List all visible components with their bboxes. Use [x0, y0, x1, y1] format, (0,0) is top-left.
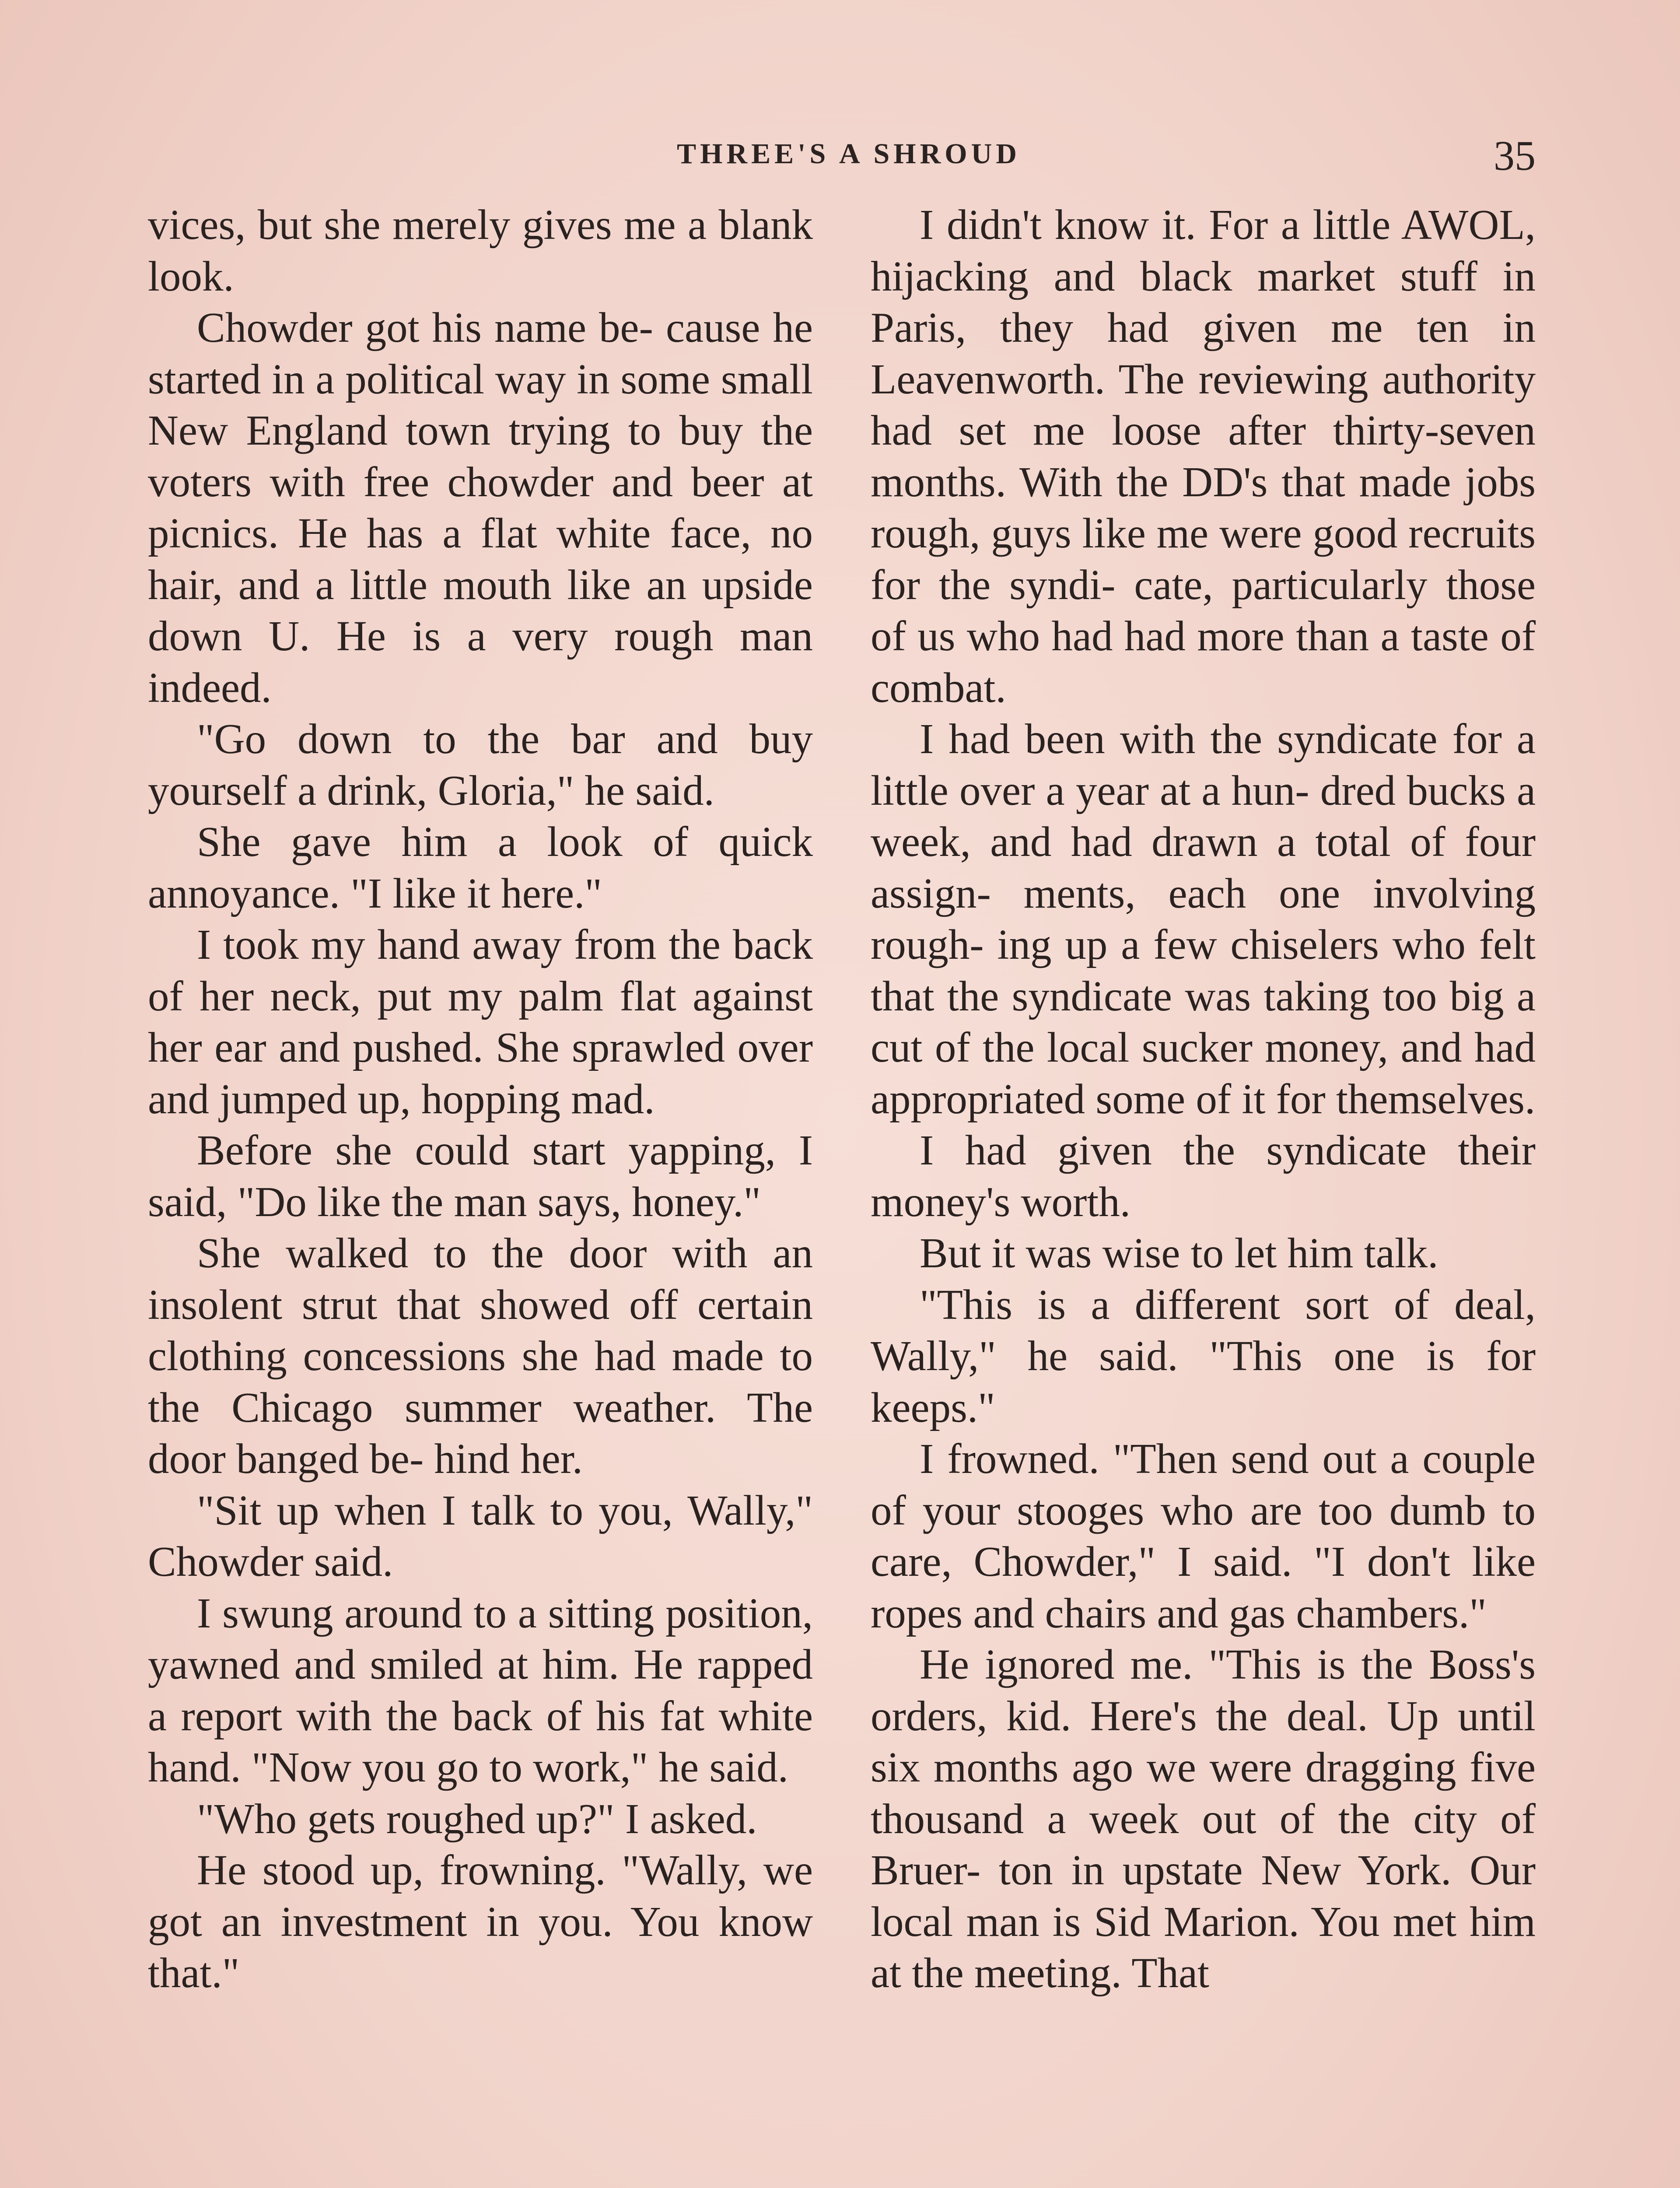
- paragraph: Before she could start yapping, I said, "Do like the man says, honey.": [148, 1127, 813, 1225]
- paragraph: "Go down to the bar and buy yourself a drink, Gloria," he said.: [148, 715, 813, 814]
- paragraph: Chowder got his name be- cause he started in a political way in some small New England town trying to buy the voters with free chowder and beer at picnics. He has a flat white face, no hair, and a little mouth like an upside down U. He is a very rough man indeed.: [148, 304, 813, 711]
- running-title: THREE'S A SHROUD: [677, 138, 1021, 170]
- running-head: [0, 131, 1680, 179]
- paragraph: He stood up, frowning. "Wally, we got an investment in you. You know that.": [148, 1847, 813, 1996]
- paragraph: "This is a different sort of deal, Wally," he said. "This one is for keeps.": [871, 1281, 1536, 1431]
- paragraph: vices, but she merely gives me a blank look.: [148, 201, 813, 300]
- paragraph: I took my hand away from the back of her neck, put my palm flat against her ear and pushed. She sprawled over and jumped up, hopping mad.: [148, 921, 813, 1122]
- paragraph: I had been with the syndicate for a little over a year at a hun- dred bucks a week, and had drawn a total of four assign- ments, each one involving rough- ing up a few chiselers who felt that the syndicate was taking too big a cut of the local sucker money, and had appropriated some of it for themselves.: [871, 715, 1536, 1122]
- right-column: [871, 199, 1536, 1999]
- paragraph: "Sit up when I talk to you, Wally," Chowder said.: [148, 1487, 813, 1585]
- paragraph: "Who gets roughed up?" I asked.: [197, 1795, 757, 1842]
- paragraph: I didn't know it. For a little AWOL, hijacking and black market stuff in Paris, they had given me ten in Leavenworth. The reviewing authority had set me loose after thirty-seven months. With the DD's that made jobs rough, guys like me were good recruits for the syndi- cate, particularly those of us who had had more than a taste of combat.: [871, 201, 1536, 711]
- paragraph: I had given the syndicate their money's worth.: [871, 1127, 1536, 1225]
- paragraph: She gave him a look of quick annoyance. "I like it here.": [148, 818, 813, 917]
- page-number: 35: [1494, 132, 1536, 179]
- left-column: [148, 199, 813, 1999]
- paragraph: He ignored me. "This is the Boss's orders, kid. Here's the deal. Up until six months ago we were dragging five thousand a week out of the city of Bruer- ton in upstate New York. Our local man is Sid Marion. You met him at the meeting. That: [871, 1641, 1536, 1996]
- paragraph: She walked to the door with an insolent strut that showed off certain clothing concessions she had made to the Chicago summer weather. The door banged be- hind her.: [148, 1230, 813, 1482]
- paragraph: I frowned. "Then send out a couple of your stooges who are too dumb to care, Chowder," I said. "I don't like ropes and chairs and gas chambers.": [871, 1435, 1536, 1637]
- paragraph: I swung around to a sitting position, yawned and smiled at him. He rapped a report with the back of his fat white hand. "Now you go to work," he said.: [148, 1589, 813, 1791]
- paragraph: But it was wise to let him talk.: [920, 1230, 1438, 1276]
